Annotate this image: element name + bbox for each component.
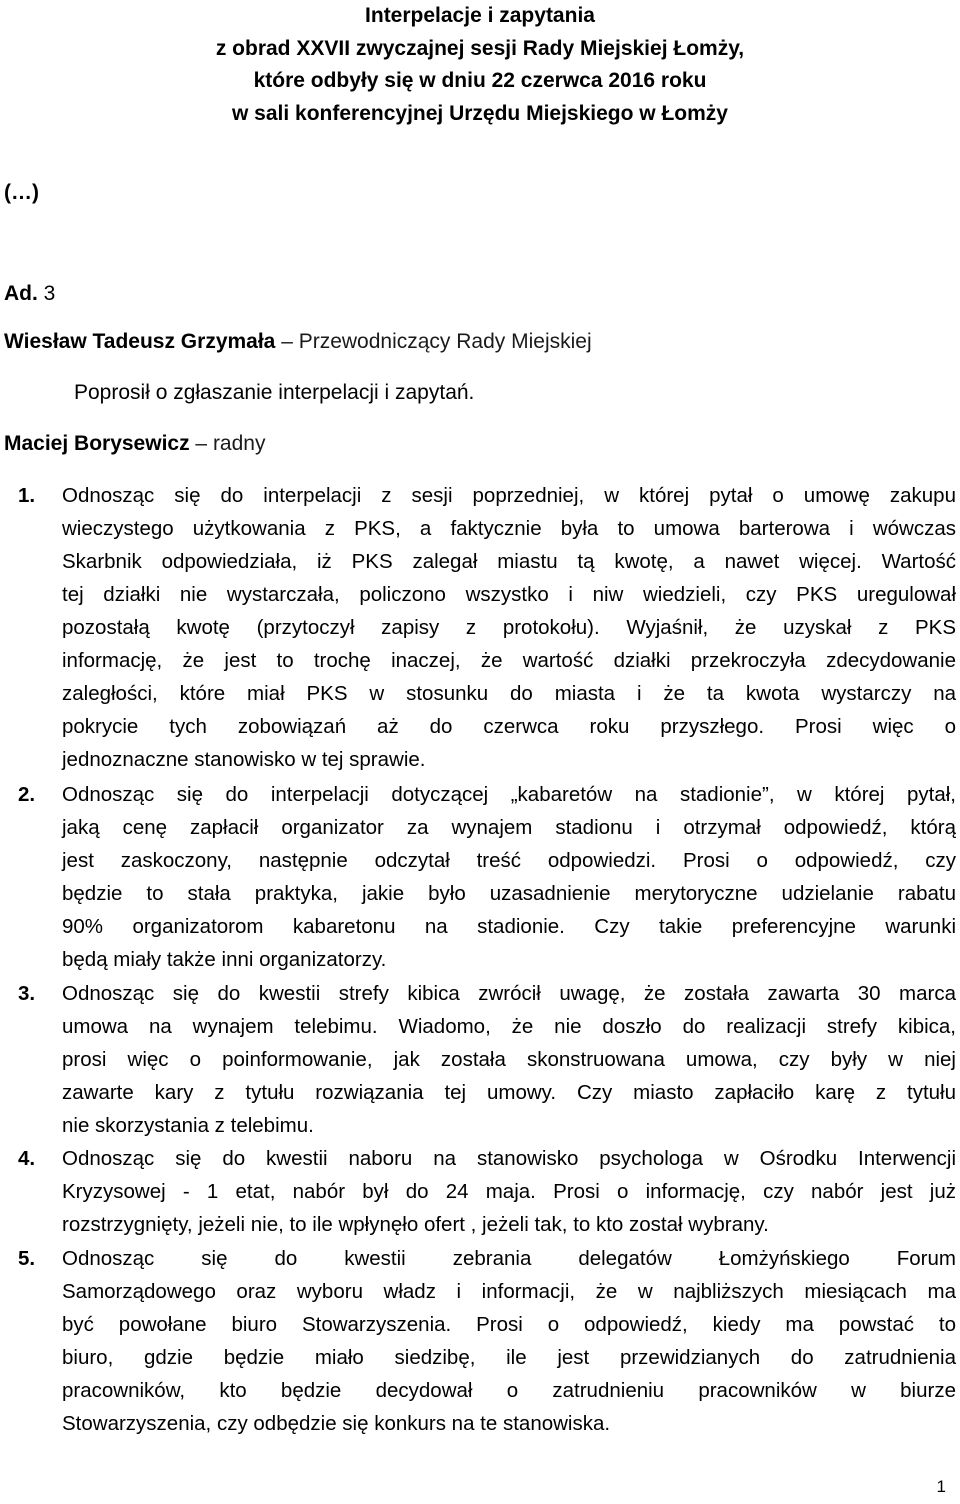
- title-line: w sali konferencyjnej Urzędu Miejskiego w Łomży: [232, 101, 728, 125]
- text-line: Kryzysowej - 1 etat, nabór był do 24 maja. Prosi o informację, czy nabór jest już: [62, 1180, 956, 1203]
- text-line: pracowników, kto będzie decydował o zatrudnieniu pracowników w biurze: [62, 1379, 956, 1402]
- text-line: Odnosząc się do kwestii naboru na stanowisko psychologa w Ośrodku Interwencji: [62, 1147, 956, 1170]
- item-text: [62, 977, 956, 1142]
- text-line: tej działki nie wystarczała, policzono wszystko i niw wiedzieli, czy PKS uregulował: [62, 583, 956, 606]
- text-line: umowa na wynajem telebimu. Wiadomo, że nie doszło do realizacji strefy kibica,: [62, 1015, 956, 1038]
- text-line: Odnosząc się do kwestii zebrania delegatów Łomżyńskiego Forum: [62, 1247, 956, 1270]
- text-line: 90% organizatorom kabaretonu na stadionie. Czy takie preferencyjne warunki: [62, 915, 956, 938]
- speaker-name: Maciej Borysewicz: [4, 432, 190, 455]
- text-line: Samorządowego oraz wyboru władz i informacji, że w najbliższych miesiącach ma: [62, 1280, 956, 1303]
- speaker-heading: [4, 432, 265, 456]
- item-number: 1.: [18, 484, 36, 507]
- text-line: pozostałą kwotę (przytoczył zapisy z protokołu). Wyjaśnił, że uzyskał z PKS: [62, 616, 956, 639]
- title-line: Interpelacje i zapytania: [365, 4, 595, 27]
- agenda-item-heading: [4, 282, 55, 306]
- text-line: zaległości, które miał PKS w stosunku do miasta i że ta kwota wystarczy na: [62, 682, 956, 705]
- text-line: biuro, gdzie będzie miało siedzibę, ile jest przewidzianych do zatrudnienia: [62, 1346, 956, 1369]
- text-line: pokrycie tych zobowiązań aż do czerwca roku przyszłego. Prosi więc o: [62, 715, 956, 738]
- text-line: Skarbnik odpowiedziała, iż PKS zalegał miastu tą kwotę, a nawet więcej. Wartość: [62, 550, 956, 573]
- title-line: które odbyły się w dniu 22 czerwca 2016 roku: [253, 69, 707, 92]
- item-number: 4.: [18, 1147, 36, 1170]
- text-line: jaką cenę zapłacił organizator za wynajem stadionu i otrzymał odpowiedź, którą: [62, 816, 956, 839]
- speaker-statement: Poprosił o zgłaszanie interpelacji i zapytań.: [74, 381, 475, 404]
- title-line: z obrad XXVII zwyczajnej sesji Rady Miejskiej Łomży,: [215, 36, 745, 60]
- text-line: będzie to stała praktyka, jakie było uzasadnienie merytoryczne udzielanie rabatu: [62, 882, 956, 905]
- text-line: nie skorzystania z telebimu.: [62, 1114, 314, 1137]
- text-line: Odnosząc się do interpelacji dotyczącej „kabaretów na stadionie”, w której pytał,: [62, 783, 956, 806]
- omission-mark: (…): [4, 181, 39, 204]
- text-line: rozstrzygnięty, jeżeli nie, to ile wpłynęło ofert , jeżeli tak, to kto został wybrany.: [62, 1213, 769, 1236]
- page-number: 1: [936, 1477, 946, 1496]
- item-text: [62, 479, 956, 776]
- item-number: 2.: [18, 783, 36, 806]
- item-text: [62, 1142, 956, 1241]
- text-line: Odnosząc się do kwestii strefy kibica zwrócił uwagę, że została zawarta 30 marca: [62, 982, 956, 1005]
- item-number: 5.: [18, 1247, 36, 1270]
- text-line: być powołane biuro Stowarzyszenia. Prosi o odpowiedź, kiedy ma powstać to: [62, 1313, 956, 1336]
- text-line: prosi więc o poinformowanie, jak została skonstruowana umowa, czy były w niej: [62, 1048, 956, 1071]
- text-line: informację, że jest to trochę inaczej, że wartość działki przekroczyła zdecydowanie: [62, 649, 956, 672]
- text-line: Odnosząc się do interpelacji z sesji poprzedniej, w której pytał o umowę zakupu: [62, 484, 956, 507]
- item-text: [62, 778, 956, 976]
- speaker-name: Wiesław Tadeusz Grzymała: [4, 330, 276, 353]
- text-line: jednoznaczne stanowisko w tej sprawie.: [62, 748, 426, 771]
- speaker-role: – Przewodniczący Rady Miejskiej: [275, 330, 592, 353]
- speaker-role: – radny: [189, 432, 266, 455]
- document-title: [0, 0, 960, 130]
- agenda-label: Ad.: [4, 282, 38, 305]
- speaker-heading: [4, 330, 592, 354]
- item-number: 3.: [18, 982, 36, 1005]
- text-line: zawarte kary z tytułu rozwiązania tej umowy. Czy miasto zapłaciło karę z tytułu: [62, 1081, 956, 1104]
- text-line: będą miały także inni organizatorzy.: [62, 948, 387, 971]
- text-line: jest zaskoczony, następnie odczytał treść odpowiedzi. Prosi o odpowiedź, czy: [62, 849, 956, 872]
- item-text: [62, 1242, 956, 1440]
- agenda-number: 3: [43, 282, 56, 305]
- text-line: Stowarzyszenia, czy odbędzie się konkurs na te stanowiska.: [62, 1412, 611, 1435]
- text-line: wieczystego użytkowania z PKS, a faktycznie była to umowa barterowa i wówczas: [62, 517, 956, 540]
